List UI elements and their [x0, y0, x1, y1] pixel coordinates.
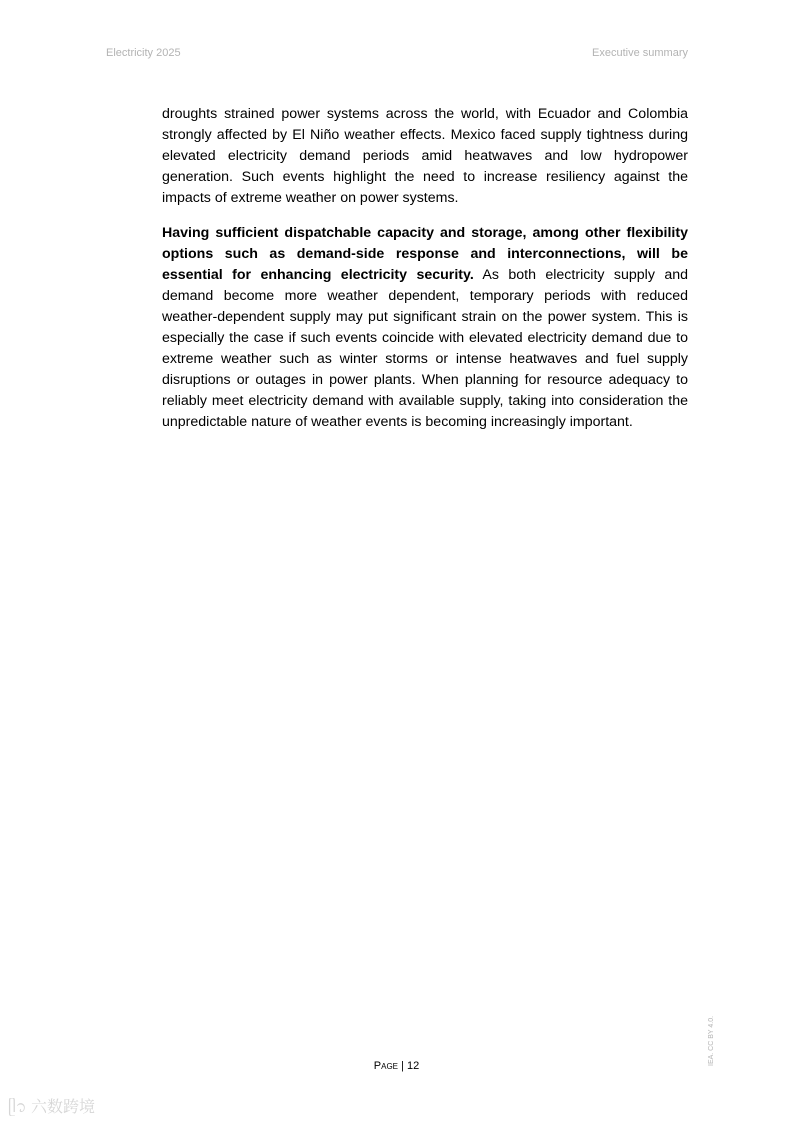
paragraph-flexibility-rest: As both electricity supply and demand become more weather dependent, temporary periods with reduced weather-dependent supply may put significant strain on the power system. This is especially the case if such events coincide with elevated electricity demand due to extreme weather such as winter storms or intense heatwaves and fuel supply disruptions or outages in power plants. When planning for resource adequacy to reliably meet electricity demand with available supply, taking into consideration the unpredictable nature of weather events is becoming increasingly important.: [162, 267, 688, 430]
document-body: [162, 104, 688, 447]
watermark-logo-icon: ᥫ᭡: [8, 1099, 27, 1116]
header-section-title: Executive summary: [592, 47, 688, 59]
page-number: 12: [406, 1060, 420, 1072]
license-note: IEA. CC BY 4.0.: [708, 1015, 715, 1066]
watermark-text: 六数跨境: [30, 1099, 95, 1116]
paragraph-flexibility: [162, 223, 688, 433]
page-separator: |: [398, 1060, 407, 1072]
page-label: Page: [373, 1060, 398, 1072]
page-footer: [0, 1060, 793, 1072]
paragraph-flexibility-bold-lead: Having sufficient dispatchable capacity and storage, among other flexibility options such as demand-side response and interconnections, will be essential for enhancing electricity security.: [162, 225, 688, 283]
header-report-title: Electricity 2025: [106, 47, 181, 59]
paragraph-droughts: droughts strained power systems across the world, with Ecuador and Colombia strongly affected by El Niño weather effects. Mexico faced supply tightness during elevated electricity demand periods amid heatwaves and low hydropower generation. Such events highlight the need to increase resiliency against the impacts of extreme weather on power systems.: [162, 106, 688, 206]
watermark: [8, 1094, 95, 1121]
